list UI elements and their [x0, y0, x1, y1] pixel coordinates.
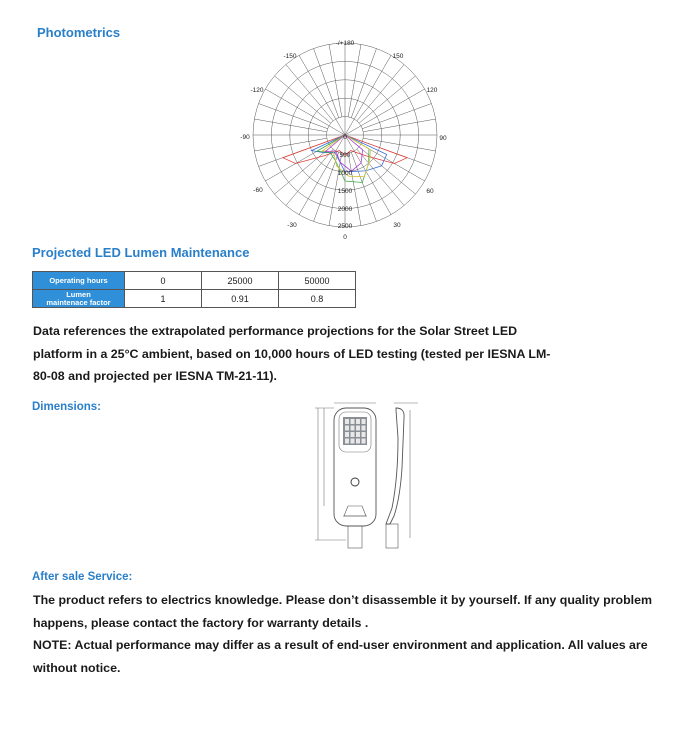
led-cell	[345, 426, 349, 431]
text-line: NOTE: Actual performance may differ as a result of end-user environment and application. All values are	[33, 638, 648, 652]
data-reference-paragraph	[33, 320, 553, 388]
angle-label-p30: 30	[393, 222, 401, 229]
led-cell	[345, 432, 349, 437]
angle-label-0: 0	[343, 234, 347, 241]
angle-label-m60: -60	[253, 187, 263, 194]
polar-spoke	[351, 152, 376, 221]
polar-spoke	[259, 104, 328, 129]
table-cell: 50000	[279, 272, 356, 290]
polar-spoke	[275, 147, 331, 194]
led-cell	[362, 419, 366, 424]
maintenance-factor-header	[33, 290, 125, 308]
polar-spoke	[351, 49, 376, 118]
led-cell	[356, 432, 360, 437]
angle-label-m150: -150	[283, 53, 297, 60]
polar-spoke	[363, 119, 435, 132]
table-row	[33, 272, 356, 290]
after-sale-paragraph	[33, 589, 653, 679]
polar-photometric-diagram	[232, 34, 458, 244]
table-cell: 0.91	[202, 290, 279, 308]
table-cell: 25000	[202, 272, 279, 290]
led-cell	[356, 426, 360, 431]
polar-spoke	[362, 104, 431, 129]
polar-spoke	[359, 76, 415, 123]
radial-label-0: 0	[343, 134, 347, 141]
led-cell	[345, 439, 349, 444]
led-cell	[356, 439, 360, 444]
table-row	[33, 290, 356, 308]
angle-label-p90: 90	[439, 135, 447, 142]
angle-label-p60: 60	[426, 188, 434, 195]
header-line: Lumen	[66, 289, 91, 299]
angle-label-p120: 120	[426, 87, 438, 94]
led-cell	[362, 439, 366, 444]
radial-label-2000: 2000	[337, 206, 353, 213]
lumen-maintenance-table	[32, 271, 356, 308]
text-line: without notice.	[33, 660, 121, 675]
led-cell	[351, 439, 355, 444]
angle-label-m30: -30	[287, 222, 297, 229]
operating-hours-header: Operating hours	[33, 272, 125, 290]
angle-label-m90: -90	[240, 134, 250, 141]
polar-spoke	[357, 65, 404, 121]
angle-label-180: -/+180	[335, 40, 355, 47]
polar-spoke	[314, 152, 339, 221]
led-cell	[351, 432, 355, 437]
led-cell	[351, 426, 355, 431]
text-line: The product refers to electrics knowledge. Please don’t disassemble it by yourself. If any quality problem	[33, 593, 653, 607]
radial-label-1500: 1500	[337, 188, 353, 195]
led-cell	[362, 426, 366, 431]
polar-spoke	[286, 149, 333, 205]
polar-spoke	[363, 138, 435, 151]
led-cell	[362, 432, 366, 437]
polar-spoke	[254, 119, 326, 132]
table-cell: 1	[125, 290, 202, 308]
table-cell: 0	[125, 272, 202, 290]
polar-spoke	[275, 76, 331, 123]
radial-label-1000: 1000	[337, 170, 353, 177]
radial-label-2500: 2500	[337, 223, 353, 230]
led-cell	[356, 419, 360, 424]
polar-spoke	[329, 44, 342, 116]
radial-label-500: 500	[339, 152, 351, 159]
table-cell: 0.8	[279, 290, 356, 308]
photometrics-heading: Photometrics	[37, 25, 121, 40]
header-line: maintenace factor	[46, 297, 111, 307]
dimensions-drawing	[310, 398, 420, 550]
text-line: Data references the extrapolated performance projections for the Solar Street LED	[33, 324, 518, 338]
led-cell	[345, 419, 349, 424]
after-sale-heading: After sale Service:	[32, 571, 133, 583]
polar-spoke	[348, 44, 361, 116]
lumen-maintenance-heading: Projected LED Lumen Maintenance	[32, 245, 250, 260]
text-line: 80-08 and projected per IESNA TM-21-11).	[33, 369, 277, 383]
dimensions-heading: Dimensions:	[32, 401, 102, 413]
led-cell	[351, 419, 355, 424]
polar-spoke	[254, 138, 326, 151]
text-line: platform in a 25°C ambient, based on 10,000 hours of LED testing (tested per IESNA LM-	[33, 346, 551, 361]
polar-spoke	[286, 65, 333, 121]
angle-label-m120: -120	[250, 87, 264, 94]
text-line: happens, please contact the factory for warranty details .	[33, 615, 369, 630]
sensor-circle	[351, 478, 359, 486]
polar-spoke	[314, 49, 339, 118]
angle-label-p150: 150	[392, 53, 404, 60]
